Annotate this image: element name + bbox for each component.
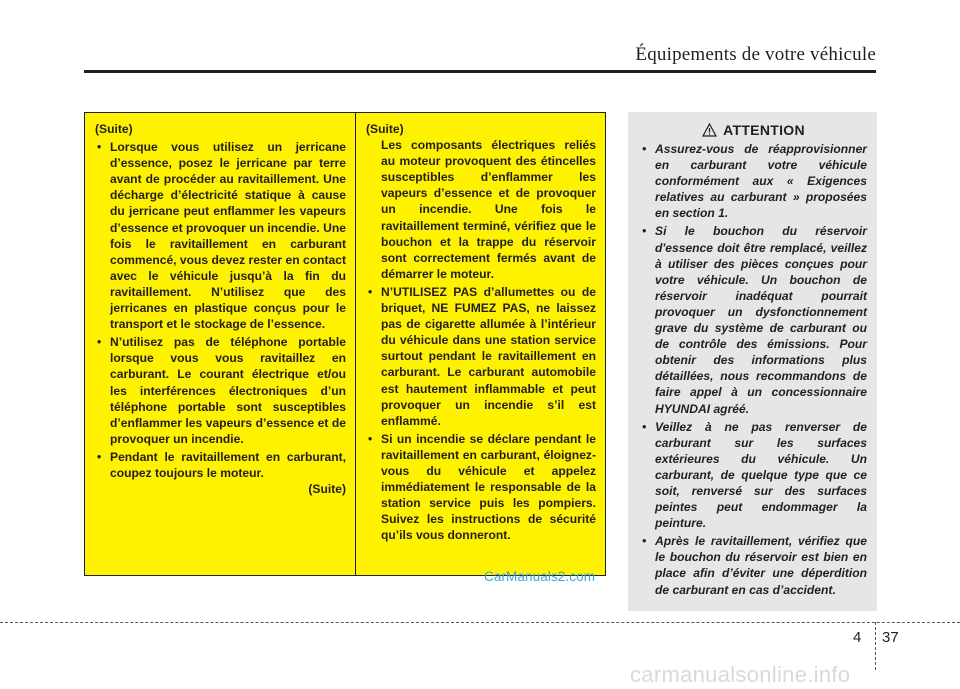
list-item-text: Lorsque vous utilisez un jerricane d’essence, posez le jerricane par terre avant de procéder au ravitaillement. Une décharge d’électricité statique à cause du jerricane peut enflammer les vapeurs d’essence et provoquer un incendie. Une fois le ravitaillement en carburant commencé, vous devez rester en contact avec le véhicule jusqu’à la fin du ravitaillement. N’utilisez que des jerricanes en plastique conçus pour le transport et le stockage de l’essence. (110, 140, 346, 332)
list-item-text: Après le ravitaillement, vérifiez que le bouchon du réservoir est bien en place afin d’éviter une déperdition de carburant en cas d’accident. (655, 534, 867, 597)
bullet-icon: • (97, 335, 102, 350)
list-item-text: Pendant le ravitaillement en carburant, coupez toujours le moteur. (110, 449, 346, 480)
bullet-icon: • (97, 449, 102, 464)
bullet-icon: • (368, 284, 373, 299)
continued-end-label: (Suite) (308, 482, 346, 497)
list-item (95, 334, 346, 447)
continued-label: (Suite) (95, 122, 133, 136)
site-watermark: carmanualsonline.info (630, 662, 851, 687)
bullet-icon: • (368, 431, 373, 446)
list-item (640, 533, 867, 597)
warning-triangle-icon (702, 123, 717, 137)
warning-list (366, 284, 596, 544)
caution-list (640, 141, 867, 598)
list-item-text: Assurez-vous de réapprovisionner en carburant votre véhicule conformément aux « Exigences relatives au carburant » proposées en section 1. (655, 142, 867, 221)
bullet-icon: • (642, 224, 647, 239)
list-item (95, 449, 346, 481)
watermark-text: CarManuals2.com (484, 569, 596, 584)
page-number: 37 (882, 629, 899, 646)
warning-list (95, 139, 346, 481)
header-divider (84, 70, 876, 73)
list-item-text: Veillez à ne pas renverser de carburant sur les surfaces extérieures du véhicule. Un carburant, de quelque type que ce soit, renversé sur des surfaces peintes peut endommager la peinture. (655, 419, 867, 531)
warning-panel-continued-2 (355, 112, 606, 576)
continued-label: (Suite) (366, 122, 404, 136)
bullet-icon: • (642, 534, 647, 549)
caution-heading (640, 122, 867, 138)
list-item-text: N’utilisez pas de téléphone portable lorsque vous vous ravitaillez en carburant. Le courant électrique et/ou les interférences électroniques d’un téléphone portable sont susceptibles d’enflammer les vapeurs d’essence et de provoquer un incendie. (110, 335, 346, 446)
list-item-text: Si le bouchon du réservoir d'essence doit être remplacé, veillez à utiliser des pièces conçues pour votre véhicule. Un bouchon de réservoir inadéquat pourrait provoquer un dysfonctionnement grave du système de carburant ou de contrôle des émissions. Pour obtenir des informations plus détaillées, nous recommandons de faire appel à un concessionnaire HYUNDAI agréé. (655, 224, 867, 416)
list-item (640, 223, 867, 416)
list-item (640, 141, 867, 221)
chapter-number: 4 (853, 629, 862, 646)
bullet-icon: • (642, 142, 647, 156)
caution-panel (628, 112, 877, 611)
warning-panel-continued-1 (84, 112, 356, 576)
list-item-text: Si un incendie se déclare pendant le ravitaillement en carburant, éloignez-vous du véhicule et appelez immédiatement le responsable de la station service puis les pompiers. Suivez les instructions de sécurité qu’ils vous donneront. (381, 431, 596, 543)
footer-divider (0, 622, 960, 623)
list-item (366, 284, 596, 429)
page-number-separator (875, 622, 876, 670)
caution-heading-text: ATTENTION (723, 122, 805, 138)
list-item (95, 139, 346, 332)
list-item (640, 419, 867, 532)
lead-paragraph: Les composants électriques reliés au moteur provoquent des étincelles susceptibles d’enflammer les vapeurs d’essence et de provoquer un incendie. Une fois le ravitaillement terminé, vérifiez que le bouchon et la trappe du réservoir sont correctement fermés avant de démarrer le moteur. (381, 138, 596, 281)
list-item (366, 431, 596, 544)
bullet-icon: • (97, 140, 102, 155)
section-title: Équipements de votre véhicule (635, 44, 876, 65)
list-item-text: N’UTILISEZ PAS d’allumettes ou de briquet, NE FUMEZ PAS, ne laissez pas de cigarette allumée à l’intérieur du véhicule dans une station service surtout pendant le ravitaillement en carburant. Le carburant automobile est hautement inflammable et peut provoquer un incendie s’il est enflammé. (381, 284, 596, 428)
bullet-icon: • (642, 419, 647, 434)
